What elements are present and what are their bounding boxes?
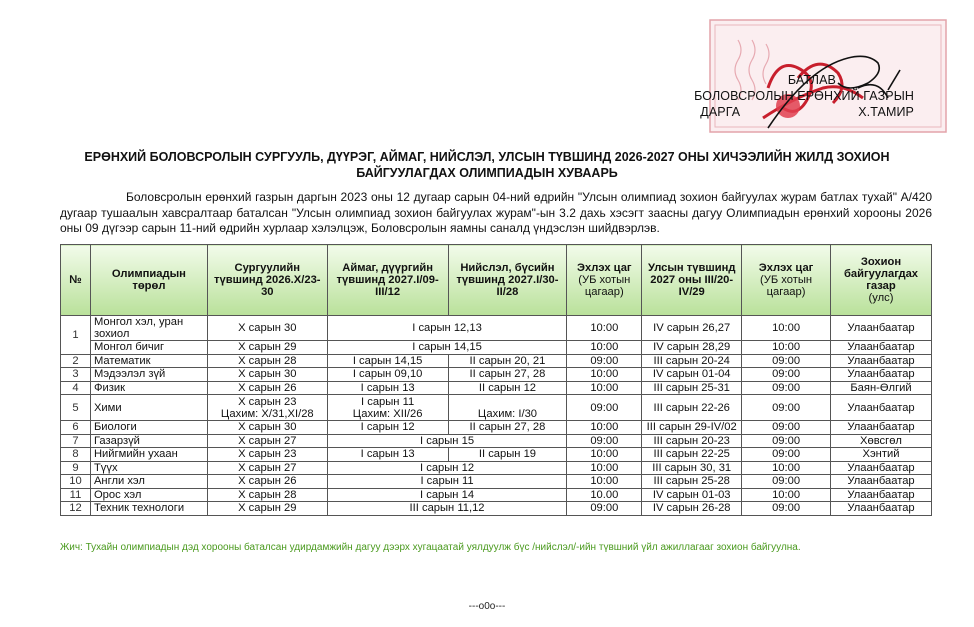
row-num: 9 xyxy=(61,461,91,475)
header-start1-sub: (УБ хотын цагаар) xyxy=(578,274,631,298)
national-date: III сарын 22-26 xyxy=(642,395,742,421)
table-row xyxy=(61,316,932,341)
start-time-2: 09:00 xyxy=(742,475,831,489)
aimag-date-line1: I сарын 11 xyxy=(361,395,415,408)
school-date: X сарын 28 xyxy=(207,488,327,502)
header-start2-main: Эхлэх цаг xyxy=(758,262,814,274)
aimag-capital-date: I сарын 15 xyxy=(327,434,567,448)
venue: Улаанбаатар xyxy=(831,461,932,475)
table-row xyxy=(61,421,932,435)
aimag-date xyxy=(327,395,448,421)
school-date: X сарын 26 xyxy=(207,381,327,395)
school-date: X сарын 29 xyxy=(207,502,327,516)
table-row xyxy=(61,368,932,382)
national-date: III сарын 20-24 xyxy=(642,354,742,368)
school-date: X сарын 27 xyxy=(207,461,327,475)
olympiad-type: Хими xyxy=(90,395,207,421)
start-time-1: 09:00 xyxy=(567,354,642,368)
table-row xyxy=(61,341,932,355)
olympiad-type: Монгол хэл, уран зохиол xyxy=(90,316,207,341)
national-date: IV сарын 26-28 xyxy=(642,502,742,516)
header-start1-main: Эхлэх цаг xyxy=(577,262,632,274)
start-time-2: 09:00 xyxy=(742,354,831,368)
aimag-capital-date: I сарын 11 xyxy=(327,475,567,489)
national-date: III сарын 29-IV/02 xyxy=(642,421,742,435)
row-num: 7 xyxy=(61,434,91,448)
olympiad-type: Монгол бичиг xyxy=(90,341,207,355)
intro-paragraph xyxy=(60,190,932,237)
venue: Хөвсгөл xyxy=(831,434,932,448)
approval-block xyxy=(694,72,914,120)
row-num: 5 xyxy=(61,395,91,421)
school-date: X сарын 29 xyxy=(207,341,327,355)
row-num: 3 xyxy=(61,368,91,382)
venue: Улаанбаатар xyxy=(831,316,932,341)
approval-line1: БАТЛАВ xyxy=(787,73,836,87)
aimag-date: I сарын 13 xyxy=(327,381,448,395)
national-date: III сарын 30, 31 xyxy=(642,461,742,475)
row-num: 11 xyxy=(61,488,91,502)
school-date xyxy=(207,395,327,421)
start-time-2: 09:00 xyxy=(742,434,831,448)
header-national: Улсын түвшинд 2027 оны III/20-IV/29 xyxy=(642,245,742,316)
national-date: IV сарын 28,29 xyxy=(642,341,742,355)
capital-date xyxy=(448,395,567,421)
national-date: III сарын 25-28 xyxy=(642,475,742,489)
national-date: III сарын 22-25 xyxy=(642,448,742,462)
aimag-date: I сарын 14,15 xyxy=(327,354,448,368)
start-time-1: 09:00 xyxy=(567,502,642,516)
venue: Улаанбаатар xyxy=(831,354,932,368)
header-place-sub: (улс) xyxy=(868,292,894,304)
national-date: IV сарын 01-04 xyxy=(642,368,742,382)
olympiad-type: Орос хэл xyxy=(90,488,207,502)
national-date: IV сарын 01-03 xyxy=(642,488,742,502)
school-date: X сарын 30 xyxy=(207,368,327,382)
header-place xyxy=(831,245,932,316)
aimag-capital-date: I сарын 12,13 xyxy=(327,316,567,341)
olympiad-type: Биологи xyxy=(90,421,207,435)
row-num: 6 xyxy=(61,421,91,435)
table-row xyxy=(61,502,932,516)
row-num: 2 xyxy=(61,354,91,368)
header-num: № xyxy=(61,245,91,316)
venue: Баян-Өлгий xyxy=(831,381,932,395)
header-start-time-1 xyxy=(567,245,642,316)
olympiad-type: Нийгмийн ухаан xyxy=(90,448,207,462)
row-num: 8 xyxy=(61,448,91,462)
start-time-1: 10:00 xyxy=(567,381,642,395)
table-row xyxy=(61,381,932,395)
approval-position: ДАРГА xyxy=(700,105,741,119)
start-time-2: 10:00 xyxy=(742,316,831,341)
start-time-2: 09:00 xyxy=(742,368,831,382)
olympiad-type: Англи хэл xyxy=(90,475,207,489)
school-date: X сарын 28 xyxy=(207,354,327,368)
venue: Улаанбаатар xyxy=(831,368,932,382)
start-time-2: 10:00 xyxy=(742,341,831,355)
approval-name: Х.ТАМИР xyxy=(858,105,914,119)
row-num: 10 xyxy=(61,475,91,489)
table-row xyxy=(61,475,932,489)
table-row xyxy=(61,395,932,421)
aimag-capital-date: I сарын 14,15 xyxy=(327,341,567,355)
capital-date: II сарын 27, 28 xyxy=(448,421,567,435)
venue: Улаанбаатар xyxy=(831,488,932,502)
capital-date: II сарын 27, 28 xyxy=(448,368,567,382)
aimag-capital-date: III сарын 11,12 xyxy=(327,502,567,516)
footnote: Жич: Тухайн олимпиадын дэд хорооны баталсан удирдамжийн дагуу дээрх хугацаатай уялдуулж бүс /нийслэл/-ийн түвшний үйл ажиллагааг зохион байгуулна. xyxy=(60,542,801,553)
row-num: 1 xyxy=(61,316,91,355)
start-time-1: 09:00 xyxy=(567,434,642,448)
end-mark: ---o0o--- xyxy=(468,601,506,612)
venue: Улаанбаатар xyxy=(831,395,932,421)
start-time-1: 10:00 xyxy=(567,421,642,435)
aimag-date: I сарын 12 xyxy=(327,421,448,435)
table-row xyxy=(61,434,932,448)
start-time-1: 10:00 xyxy=(567,341,642,355)
olympiad-type: Математик xyxy=(90,354,207,368)
olympiad-type: Түүх xyxy=(90,461,207,475)
start-time-2: 09:00 xyxy=(742,502,831,516)
header-type: Олимпиадын төрөл xyxy=(90,245,207,316)
row-num: 4 xyxy=(61,381,91,395)
header-school: Сургуулийн түвшинд 2026.X/23-30 xyxy=(207,245,327,316)
school-date: X сарын 26 xyxy=(207,475,327,489)
national-date: III сарын 20-23 xyxy=(642,434,742,448)
school-date: X сарын 30 xyxy=(207,316,327,341)
header-capital: Нийслэл, бүсийн түвшинд 2027.I/30-II/28 xyxy=(448,245,567,316)
header-start-time-2 xyxy=(742,245,831,316)
national-date: III сарын 25-31 xyxy=(642,381,742,395)
capital-date: II сарын 20, 21 xyxy=(448,354,567,368)
table-header-row xyxy=(61,245,932,316)
start-time-1: 10:00 xyxy=(567,368,642,382)
intro-text: Боловсролын ерөнхий газрын даргын 2023 оны 12 дугаар сарын 04-ний өдрийн "Улсын олимпиад зохион байгуулах журам батлах тухай" А/420 дугаар тушаалын хавсралтаар баталсан "Улсын олимпиад зохион байгуулах журам"-ын 3.2 дахь хэсэгт заасны дагуу Олимпиадын ерөнхий хорооны 2026 оны 09 дүгээр сарын 11-ний өдрийн хурлаар хэлэлцэж, Боловсролын яамны саналд үндэслэн шийдвэрлэв. xyxy=(60,190,932,235)
school-date: X сарын 30 xyxy=(207,421,327,435)
aimag-date: I сарын 13 xyxy=(327,448,448,462)
table-row xyxy=(61,448,932,462)
title-line1: ЕРӨНХИЙ БОЛОВСРОЛЫН СУРГУУЛЬ, ДҮҮРЭГ, АЙМАГ, НИЙСЛЭЛ, УЛСЫН ТҮВШИНД 2026-2027 ОНЫ ХИЧЭЭЛИЙН ЖИЛД ЗОХИОН xyxy=(84,150,890,164)
header-start2-sub: (УБ хотын цагаар) xyxy=(760,274,813,298)
school-date: X сарын 27 xyxy=(207,434,327,448)
start-time-2: 09:00 xyxy=(742,395,831,421)
school-date-line2: Цахим: X/31,XI/28 xyxy=(220,407,314,420)
start-time-1: 10.00 xyxy=(567,488,642,502)
aimag-capital-date: I сарын 12 xyxy=(327,461,567,475)
start-time-1: 10:00 xyxy=(567,448,642,462)
venue: Улаанбаатар xyxy=(831,502,932,516)
start-time-1: 10:00 xyxy=(567,461,642,475)
school-date: X сарын 23 xyxy=(207,448,327,462)
aimag-capital-date: I сарын 14 xyxy=(327,488,567,502)
capital-date: II сарын 19 xyxy=(448,448,567,462)
olympiad-type: Физик xyxy=(90,381,207,395)
capital-date: II сарын 12 xyxy=(448,381,567,395)
olympiad-type: Мэдээлэл зүй xyxy=(90,368,207,382)
start-time-2: 09:00 xyxy=(742,381,831,395)
capital-date-line: Цахим: I/30 xyxy=(477,407,538,420)
header-aimag: Аймаг, дүүргийн түвшинд 2027.I/09-III/12 xyxy=(327,245,448,316)
national-date: IV сарын 26,27 xyxy=(642,316,742,341)
start-time-2: 09:00 xyxy=(742,448,831,462)
start-time-1: 09:00 xyxy=(567,395,642,421)
olympiad-type: Техник технологи xyxy=(90,502,207,516)
venue: Хэнтий xyxy=(831,448,932,462)
table-row xyxy=(61,488,932,502)
document-title xyxy=(40,149,934,181)
aimag-date: I сарын 09,10 xyxy=(327,368,448,382)
table-row xyxy=(61,461,932,475)
table-row xyxy=(61,354,932,368)
start-time-1: 10:00 xyxy=(567,475,642,489)
approval-line2: БОЛОВСРОЛЫН ЕРӨНХИЙ ГАЗРЫН xyxy=(694,89,914,103)
start-time-1: 10:00 xyxy=(567,316,642,341)
venue: Улаанбаатар xyxy=(831,421,932,435)
start-time-2: 09:00 xyxy=(742,421,831,435)
aimag-date-line2: Цахим: XII/26 xyxy=(352,407,423,420)
start-time-2: 10:00 xyxy=(742,488,831,502)
olympiad-schedule-table xyxy=(60,244,932,516)
start-time-2: 10:00 xyxy=(742,461,831,475)
venue: Улаанбаатар xyxy=(831,475,932,489)
olympiad-type: Газарзүй xyxy=(90,434,207,448)
school-date-line1: X сарын 23 xyxy=(238,395,297,408)
row-num: 12 xyxy=(61,502,91,516)
title-line2: БАЙГУУЛАГДАХ ОЛИМПИАДЫН ХУВААРЬ xyxy=(356,166,618,180)
venue: Улаанбаатар xyxy=(831,341,932,355)
header-place-main: Зохион байгуулагдах газар xyxy=(843,256,919,292)
